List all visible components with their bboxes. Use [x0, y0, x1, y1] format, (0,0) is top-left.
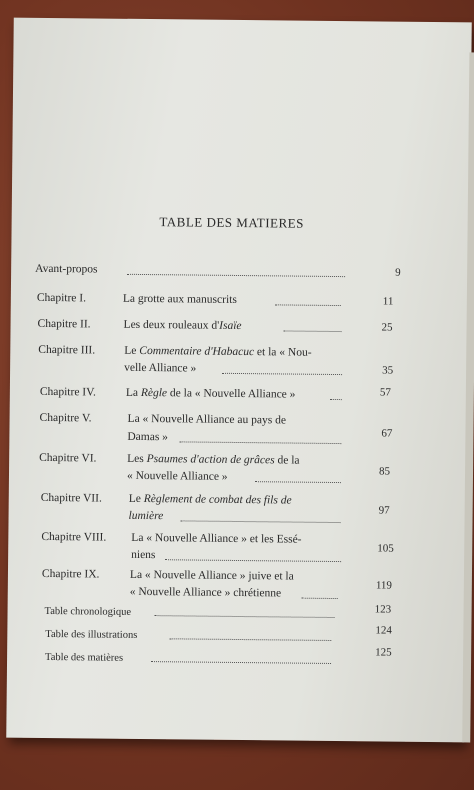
chapter-title-line2: Damas »	[127, 430, 169, 444]
toc-entry-avant-propos	[35, 261, 415, 281]
leader-dots	[330, 390, 342, 400]
title-text: La	[125, 386, 141, 399]
chapter-label: Chapitre I.	[36, 291, 87, 305]
chapter-title: La grotte aux manuscrits	[122, 292, 237, 306]
toc-entry-chapter-8	[41, 529, 421, 567]
title-emphasis: Isaïe	[219, 319, 242, 333]
leader-dots	[255, 472, 341, 483]
toc-label: Table chronologique	[44, 605, 132, 618]
toc-entry-table-matieres	[45, 646, 425, 670]
toc-entry-chapter-9	[42, 566, 422, 604]
chapter-title	[124, 343, 311, 361]
toc-entry-table-chronologique	[44, 604, 424, 624]
leader-dots	[284, 321, 342, 332]
toc-entry-table-illustrations	[45, 624, 425, 647]
page-number: 125	[375, 646, 392, 659]
page-number: 11	[382, 295, 394, 308]
page-number: 124	[375, 624, 392, 637]
title-text: de la « Nouvelle Alliance »	[166, 387, 296, 401]
chapter-label: Chapitre IX.	[41, 567, 100, 581]
chapter-title-line2: « Nouvelle Alliance » chrétienne	[129, 585, 282, 600]
page-number: 9	[395, 266, 401, 279]
chapter-label: Chapitre VII.	[40, 491, 102, 505]
leader-dots	[181, 511, 341, 523]
leader-dots	[222, 364, 342, 375]
chapter-title	[126, 385, 296, 403]
chapter-title: La « Nouvelle Alliance au pays de	[127, 412, 287, 427]
title-text: Les deux rouleaux d'	[123, 318, 220, 332]
toc-label: Table des illustrations	[45, 628, 138, 641]
title-text: Le	[128, 492, 144, 506]
toc-entry-chapter-2	[37, 316, 417, 336]
toc-entry-chapter-4	[40, 384, 420, 404]
leader-dots	[275, 295, 341, 306]
toc-label: Table des matières	[45, 651, 124, 664]
leader-dots	[127, 265, 345, 277]
chapter-title-line2: velle Alliance »	[124, 361, 197, 375]
page-number: 123	[374, 603, 392, 616]
chapter-title: La « Nouvelle Alliance » juive et la	[129, 568, 294, 583]
toc-entry-chapter-6	[39, 450, 419, 488]
toc-entry-chapter-3	[38, 342, 418, 380]
chapter-title	[127, 451, 300, 469]
page-number: 97	[378, 504, 390, 517]
page-number: 85	[378, 465, 391, 478]
page-number: 57	[379, 386, 391, 399]
chapter-label: Chapitre V.	[39, 411, 92, 425]
chapter-label: Chapitre VIII.	[41, 530, 107, 544]
title-text: Les	[127, 452, 147, 466]
title-emphasis: Commentaire d'Habacuc	[139, 344, 255, 359]
toc-entry-chapter-5	[39, 410, 419, 448]
title-text: de la	[274, 454, 300, 467]
leader-dots	[155, 606, 335, 618]
page-number: 119	[375, 579, 393, 592]
toc-label: Avant-propos	[35, 262, 98, 276]
chapter-title	[129, 491, 292, 509]
chapter-label: Chapitre IV.	[39, 385, 96, 399]
leader-dots	[302, 589, 338, 599]
chapter-label: Chapitre III.	[38, 343, 96, 357]
title-emphasis: Psaumes d'action de grâces	[146, 453, 275, 467]
book-page	[6, 18, 472, 743]
leader-dots	[165, 550, 341, 562]
title-emphasis: Règle	[140, 386, 168, 400]
page-number: 35	[382, 364, 394, 377]
chapter-label: Chapitre II.	[37, 317, 91, 331]
leader-dots	[151, 652, 331, 664]
chapter-label: Chapitre VI.	[39, 451, 97, 465]
chapter-title: La « Nouvelle Alliance » et les Essé-	[131, 531, 302, 546]
title-text: et la « Nou-	[254, 346, 312, 359]
page-number: 105	[377, 542, 394, 555]
chapter-title	[123, 317, 241, 334]
leader-dots	[179, 432, 341, 444]
chapter-title-line2: niens	[131, 548, 156, 562]
leader-dots	[169, 629, 331, 641]
title-emphasis: Règlement de combat des fils de	[143, 493, 292, 507]
title-text: Le	[124, 344, 140, 357]
page-title: TABLE DES MATIERES	[159, 214, 304, 231]
toc-entry-chapter-1	[37, 290, 417, 310]
chapter-title-line2: lumière	[128, 509, 164, 523]
toc-entry-chapter-7	[40, 490, 420, 528]
page-number: 25	[381, 321, 393, 334]
page-number: 67	[381, 427, 393, 440]
chapter-title-line2: « Nouvelle Alliance »	[126, 469, 228, 483]
